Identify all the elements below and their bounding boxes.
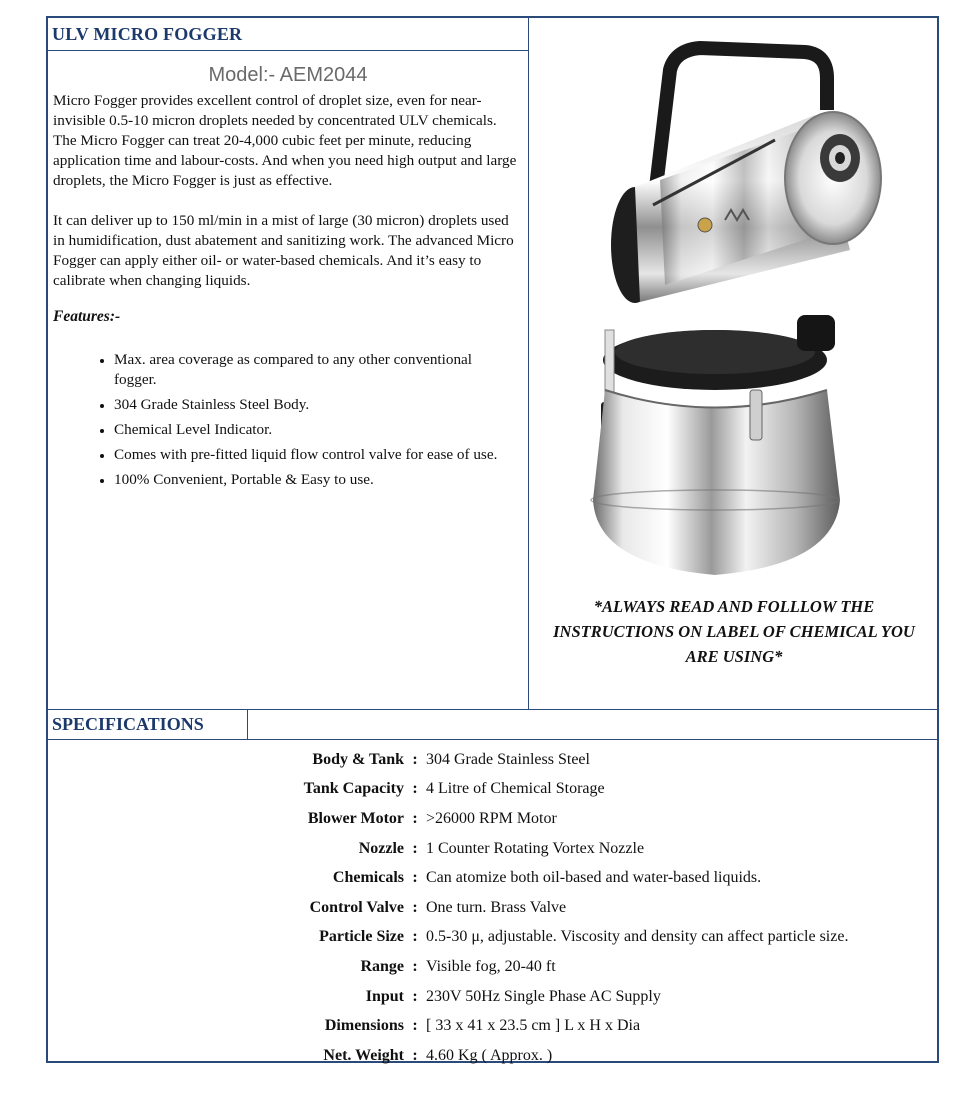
spec-label: Nozzle	[358, 839, 404, 857]
page-title: ULV MICRO FOGGER	[52, 23, 243, 44]
fogger-product-image	[565, 30, 885, 580]
spec-colon: :	[412, 780, 418, 798]
spec-row	[48, 893, 937, 923]
image-panel	[529, 18, 939, 709]
warning-line-3: ARE USING*	[685, 647, 783, 666]
spec-label: Particle Size	[319, 928, 404, 946]
spec-value: One turn. Brass Valve	[426, 898, 567, 916]
description-paragraph-3: It can deliver up to 150 ml/min in a mist of large (30 micron) droplets used in humidification, dust abatement and sanitizing work. The advanced Micro Fogger can apply either oil- or water-based chemicals. And it’s easy to calibrate when changing liquids.	[53, 212, 514, 289]
spec-row	[48, 982, 937, 1012]
spec-value: 1 Counter Rotating Vortex Nozzle	[426, 839, 645, 857]
spec-value: >26000 RPM Motor	[426, 809, 557, 827]
spec-row	[48, 804, 937, 834]
specifications-title: SPECIFICATIONS	[48, 709, 248, 739]
feature-item: • Comes with pre-fitted liquid flow control valve for ease of use.	[114, 445, 514, 465]
features-heading: Features:-	[53, 308, 121, 325]
chemical-warning	[529, 594, 939, 669]
model-number: Model:- AEM2044	[208, 64, 368, 86]
specifications-table	[48, 745, 937, 1071]
features-list	[48, 350, 528, 490]
product-description	[48, 91, 528, 291]
spec-colon: :	[412, 957, 418, 975]
spec-label: Control Valve	[309, 898, 404, 916]
spec-label: Chemicals	[332, 869, 404, 887]
specifications-header	[48, 709, 937, 740]
spec-colon: :	[412, 750, 418, 768]
warning-line-1: *ALWAYS READ AND FOLLLOW THE	[593, 597, 875, 616]
spec-row	[48, 775, 937, 805]
feature-item: • Max. area coverage as compared to any other conventional fogger.	[114, 350, 514, 390]
spec-colon: :	[412, 869, 418, 887]
feature-item: • 100% Convenient, Portable & Easy to use.	[114, 470, 514, 490]
spec-label: Input	[365, 987, 404, 1005]
spec-label: Body & Tank	[312, 750, 404, 768]
description-paragraph-1: Micro Fogger provides excellent control of droplet size, even for near-invisible 0.5-10 micron droplets needed by concentrated ULV chemicals.	[53, 92, 497, 129]
spec-row	[48, 1041, 937, 1071]
spec-row	[48, 834, 937, 864]
spec-value: Visible fog, 20-40 ft	[426, 957, 556, 975]
spec-colon: :	[412, 1017, 418, 1035]
spec-row	[48, 1011, 937, 1041]
spec-row	[48, 952, 937, 982]
product-overview	[48, 18, 937, 710]
paragraph-gap	[53, 191, 524, 211]
spec-label: Tank Capacity	[303, 780, 404, 798]
spec-row	[48, 745, 937, 775]
spec-value: 0.5-30 μ, adjustable. Viscosity and density can affect particle size.	[426, 928, 849, 946]
warning-line-2: INSTRUCTIONS ON LABEL OF CHEMICAL YOU	[553, 622, 915, 641]
spec-colon: :	[412, 809, 418, 827]
spec-value: 4 Litre of Chemical Storage	[426, 780, 605, 798]
spec-label: Net. Weight	[323, 1046, 404, 1064]
spec-label: Range	[360, 957, 404, 975]
feature-item: • Chemical Level Indicator.	[114, 420, 514, 440]
spec-colon: :	[412, 898, 418, 916]
spec-colon: :	[412, 1046, 418, 1064]
spec-row	[48, 923, 937, 953]
spec-value: [ 33 x 41 x 23.5 cm ] L x H x Dia	[426, 1017, 641, 1035]
spec-value: 304 Grade Stainless Steel	[426, 750, 590, 768]
description-paragraph-2: The Micro Fogger can treat 20-4,000 cubic feet per minute, reducing application time and labour-costs. And when you need high output and large droplets, the Micro Fogger is just as effective.	[53, 132, 517, 189]
title-row	[48, 18, 528, 51]
spec-value: 4.60 Kg ( Approx. )	[426, 1046, 553, 1064]
feature-item: • 304 Grade Stainless Steel Body.	[114, 395, 514, 415]
description-panel	[48, 18, 529, 709]
spec-label: Blower Motor	[307, 809, 404, 827]
spec-row	[48, 863, 937, 893]
spec-colon: :	[412, 928, 418, 946]
spec-colon: :	[412, 987, 418, 1005]
spec-label: Dimensions	[324, 1017, 404, 1035]
product-sheet	[46, 16, 939, 1063]
spec-value: Can atomize both oil-based and water-based liquids.	[426, 869, 762, 887]
spec-value: 230V 50Hz Single Phase AC Supply	[426, 987, 661, 1005]
spec-colon: :	[412, 839, 418, 857]
